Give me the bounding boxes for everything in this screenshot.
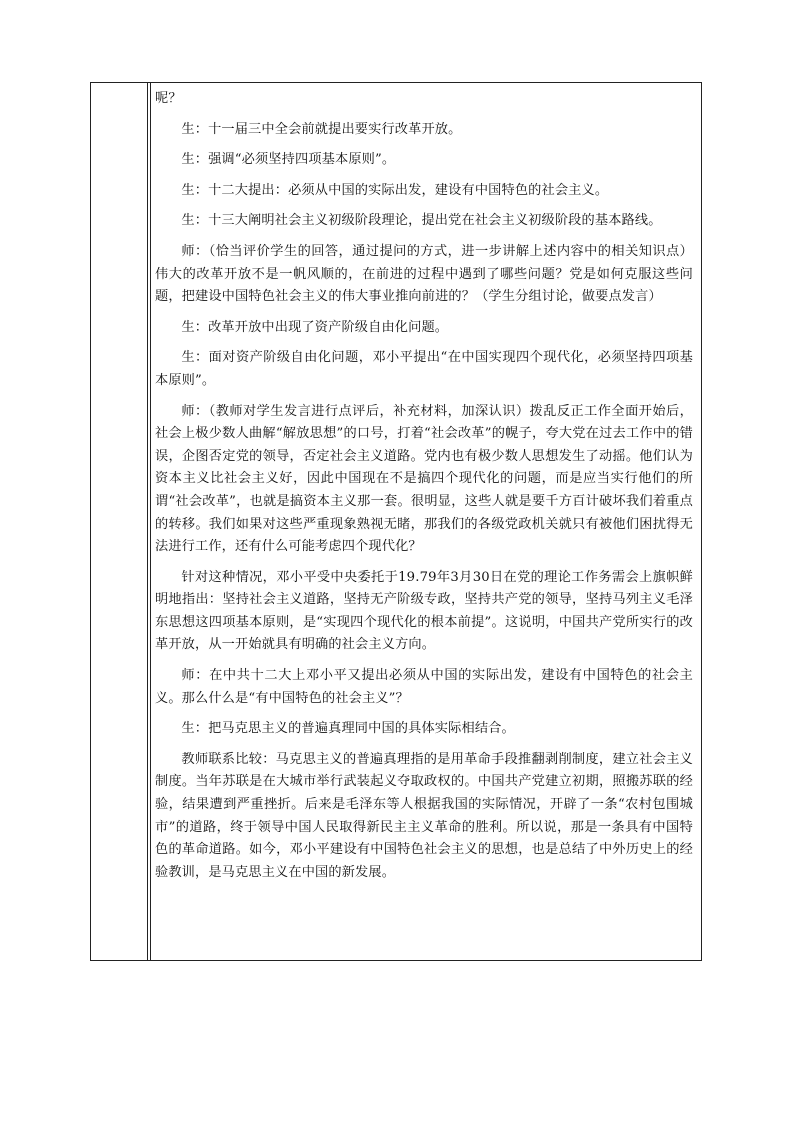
paragraph-student-answer-1: 生：十一届三中全会前就提出要实行改革开放。 bbox=[181, 121, 462, 137]
paragraph-continuation: 呢？ bbox=[155, 91, 182, 106]
paragraph-student-answer-6: 生：面对资产阶级自由化问题，邓小平提出“在中国实现四个现代化，必须坚持四项基本原则”。 bbox=[155, 350, 693, 388]
lesson-table bbox=[90, 82, 702, 961]
paragraph-teacher-question: 师：（恰当评价学生的回答，通过提问的方式，进一步讲解上述内容中的相关知识点）伟大的改革开放不是一帆风顺的，在前进的过程中遇到了哪些问题？党是如何克服这些问题，把建设中国特色社会主义的伟大事业推向前进的？（学生分组讨论，做要点发言） bbox=[155, 243, 693, 305]
paragraph-teacher-comparison: 教师联系比较：马克思主义的普遍真理指的是用革命手段推翻剥削制度，建立社会主义制度。当年苏联是在大城市举行武装起义夺取政权的。中国共产党建立初期，照搬苏联的经验，结果遭到严重挫折。后来是毛泽东等人根据我国的实际情况，开辟了一条“农村包围城市”的道路，终于领导中国人民取得新民主主义革命的胜利。所以说，那是一条具有中国特色的革命道路。如今，邓小平建设有中国特色社会主义的思想，也是总结了中外历史上的经验教训，是马克思主义在中国的新发展。 bbox=[155, 751, 693, 880]
paragraph-student-answer-2: 生：强调“必须坚持四项基本原则”。 bbox=[181, 152, 396, 168]
lesson-content-cell bbox=[155, 87, 693, 956]
table-column-divider bbox=[147, 83, 151, 960]
paragraph-student-answer-5: 生：改革开放中出现了资产阶级自由化问题。 bbox=[181, 319, 449, 335]
paragraph-student-answer-4: 生：十三大阐明社会主义初级阶段理论，提出党在社会主义初级阶段的基本路线。 bbox=[181, 213, 662, 229]
paragraph-teacher-commentary: 师：（教师对学生发言进行点评后，补充材料，加深认识）拨乱反正工作全面开始后，社会上极少数人曲解“解放思想”的口号，打着“社会改革”的幌子，夸大党在过去工作中的错误，企图否定党的领导，否定社会主义道路。党内也有极少数人思想发生了动摇。他们认为资本主义比社会主义好，因此中国现在不是搞四个现代化的问题，而是应当实行他们的所谓“社会改革”，也就是搞资本主义那一套。很明显，这些人就是要千方百计破坏我们着重点的转移。我们如果对这些严重现象熟视无睹，那我们的各级党政机关就只有被他们困扰得无法进行工作，还有什么可能考虑四个现代化？ bbox=[155, 403, 693, 555]
paragraph-student-answer-3: 生：十二大提出：必须从中国的实际出发，建设有中国特色的社会主义。 bbox=[181, 182, 609, 198]
paragraph-historical-context: 针对这种情况，邓小平受中央委托于19.79年3月30日在党的理论工作务需会上旗帜鲜明地指出：坚持社会主义道路，坚持无产阶级专政，坚持共产党的领导，坚持马列主义毛泽东思想这四项基本原则，是“实现四个现代化的根本前提”。这说明，中国共产党所实行的改革开放，从一开始就具有明确的社会主义方向。 bbox=[155, 569, 693, 653]
paragraph-student-answer-7: 生：把马克思主义的普遍真理同中国的具体实际相结合。 bbox=[181, 721, 515, 737]
paragraph-teacher-prompt: 师：在中共十二大上邓小平又提出必须从中国的实际出发，建设有中国特色的社会主义。那么什么是“有中国特色的社会主义”？ bbox=[155, 668, 693, 706]
table-column-label bbox=[91, 83, 148, 960]
